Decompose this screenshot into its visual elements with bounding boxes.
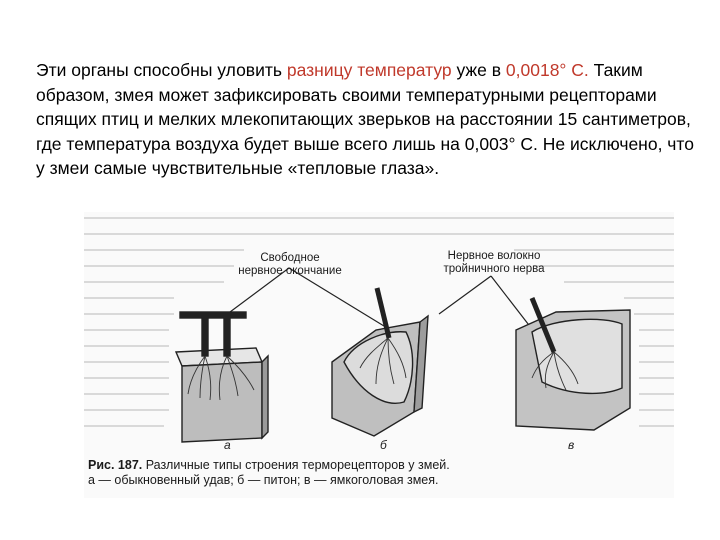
receptor-block-a: [176, 312, 268, 442]
thermoreceptor-figure: [84, 212, 674, 498]
caption-legend: а — обыкновенный удав; б — питон; в — ямкоголовая змея.: [88, 473, 439, 487]
label-free-nerve-ending: Свободное нервное окончание: [238, 252, 342, 277]
text-rest: Таким образом, змея может зафиксировать своими температурными рецепторами спящих птиц и мелких млекопитающих зверьков на расстоянии 15 сантиметров, где температура воздуха будет выше всего лишь на 0,003° С. Не исключено, что у змеи самые чувствительные «тепловые глаза».: [36, 60, 694, 178]
receptor-block-b: [332, 288, 428, 436]
slide-body-text: [36, 58, 696, 181]
receptor-block-c: [516, 298, 630, 430]
caption-title: Различные типы строения терморецепторов у змей.: [142, 458, 450, 472]
sublabel-b: б: [380, 438, 387, 452]
text-accent-temperature: разницу температур: [286, 60, 452, 80]
thermoreceptor-illustration: [84, 212, 674, 458]
text-line1-start: Эти органы способны уловить: [36, 60, 287, 80]
sublabel-c: в: [568, 438, 575, 452]
sublabel-a: а: [224, 438, 231, 452]
text-line1-mid: уже в: [451, 60, 506, 80]
text-accent-value: 0,0018° С.: [505, 60, 589, 80]
caption-figure-number: Рис. 187.: [88, 458, 143, 472]
label-trigeminal-nerve-fiber: Нервное волокно тройничного нерва: [443, 250, 545, 275]
figure-caption: [88, 458, 668, 488]
